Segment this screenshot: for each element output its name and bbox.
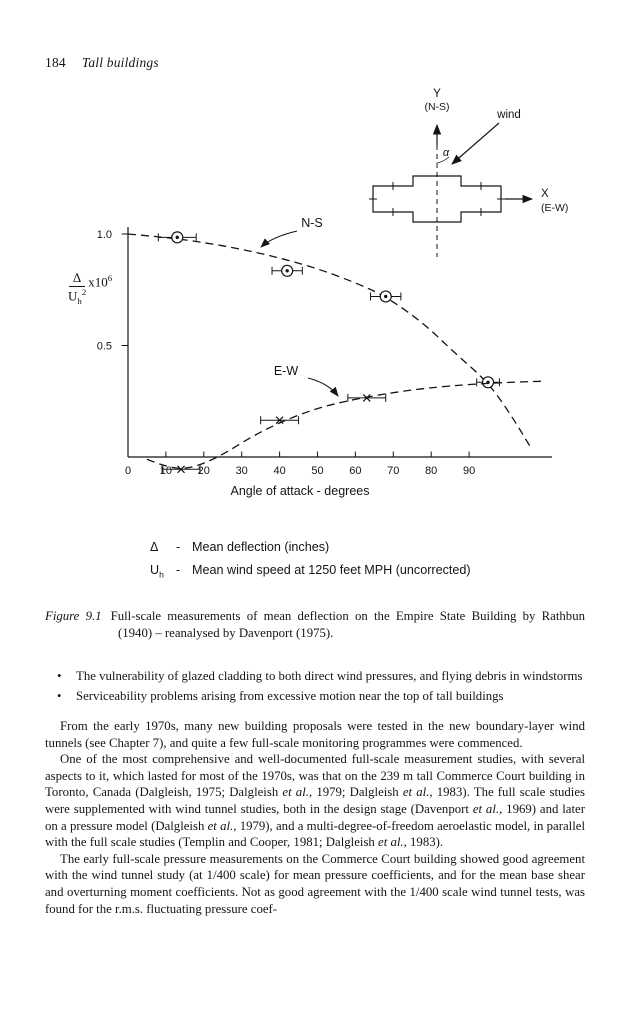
legend-dash: - — [176, 562, 181, 577]
bullet-icon: • — [57, 669, 62, 684]
data-point-dot — [384, 295, 387, 298]
ns-series-label: N-S — [301, 216, 323, 230]
data-point-dot — [285, 269, 288, 272]
series-label-arrow — [308, 378, 338, 396]
inset-x-label: X — [541, 188, 549, 200]
ew-series-label: E-W — [273, 364, 299, 378]
inset-x-sub-label: (E-W) — [541, 202, 569, 214]
bullet-list — [45, 668, 585, 704]
wind-label: wind — [497, 109, 521, 121]
legend-dash: - — [176, 540, 181, 554]
inset-diagram — [369, 88, 568, 257]
data-point-dot — [176, 236, 179, 239]
inset-y-label: Y — [433, 88, 441, 100]
bullet-icon: • — [57, 688, 62, 703]
x-axis-title: Angle of attack - degrees — [230, 484, 370, 498]
legend-symbol: $U_h$ — [150, 562, 164, 580]
y-axis-tick-label: 0.5 — [96, 340, 112, 353]
y-axis-multiplier: $x10^6$ — [88, 272, 113, 290]
alpha-label: α — [442, 147, 450, 159]
y-axis-numerator: Δ — [69, 271, 85, 287]
paragraph: One of the most comprehensive and well-documented full-scale measurement studies, with several aspects to it, which lasted for most of the 1970s, was that on the 239 m tall Commerce Court building in Toronto, Canada (Dalgleish, 1975; Dalgleish et al., 1979; Dalgleish et al., 1983). The full scale studies were supplemented with wind tunnel studies, both in the design stage (Davenport et al., 1969) and later on a pressure model (Dalgleish et al., 1979), and a multi-degree-of-freedom aeroelastic model, in parallel with the full scale studies (Templin and Cooper, 1981; Dalgleish et al., 1983). — [45, 752, 586, 850]
x-axis-tick-label: 50 — [311, 465, 324, 477]
x-axis-tick-label: 40 — [273, 465, 286, 477]
ns-curve — [128, 234, 530, 446]
y-axis-fraction — [68, 271, 86, 306]
legend-row — [150, 561, 630, 584]
page-number: 184 — [45, 55, 66, 70]
figure-symbol-legend — [150, 538, 630, 583]
paragraph: From the early 1970s, many new building proposals were tested in the new boundary-layer wind tunnels (see Chapter 7), and quite a few full-scale monitoring programmes were commenced. — [45, 719, 585, 750]
bullet-item — [45, 688, 585, 705]
bullet-text: Serviceability problems arising from excessive motion near the top of tall buildings — [76, 688, 504, 703]
wind-arrow — [452, 123, 499, 164]
running-title: Tall buildings — [81, 55, 159, 70]
x-axis-tick-label: 0 — [124, 465, 132, 477]
x-axis-tick-label: 90 — [462, 465, 476, 477]
x-axis-tick-label: 20 — [197, 465, 210, 477]
figure-caption-text: Full-scale measurements of mean deflection on the Empire State Building by Rathbun (1940) – reanalysed by Davenport (1975). — [110, 609, 585, 641]
ew-curve — [147, 381, 545, 468]
x-axis-tick-label: 80 — [425, 465, 438, 477]
bullet-text: The vulnerability of glazed cladding to both direct wind pressures, and flying debris in windstorms — [76, 669, 583, 684]
legend-text: Mean wind speed at 1250 feet MPH (uncorrected) — [192, 562, 471, 577]
figure — [0, 77, 630, 522]
x-axis-tick-label: 10 — [159, 465, 173, 477]
series-label-arrow — [261, 231, 297, 247]
figure-caption-label: Figure 9.1 — [45, 609, 102, 624]
bullet-item — [45, 668, 585, 685]
legend-symbol: Δ — [150, 540, 159, 554]
x-axis-tick-label: 60 — [349, 465, 362, 477]
paragraph: The early full-scale pressure measurements on the Commerce Court building showed good agreement with the wind tunnel study (at 1/400 scale) for mean pressure coefficients, and for the mean base shear and overturning moment coefficients. Not as good agreement with the 1/400 scale wind tunnel tests, was found for the r.m.s. fluctuating pressure coef- — [45, 851, 585, 916]
y-axis-label — [68, 271, 112, 306]
figure-caption — [45, 608, 585, 642]
legend-text: Mean deflection (inches) — [192, 540, 330, 554]
x-axis-tick-label: 70 — [387, 465, 400, 477]
inset-y-sub-label: (N-S) — [424, 101, 450, 113]
running-head — [45, 55, 585, 71]
legend-row — [150, 538, 630, 561]
body-paragraphs — [45, 718, 585, 917]
x-axis-tick-label: 30 — [235, 465, 248, 477]
y-axis-denominator: $U_h^2$ — [68, 286, 87, 306]
y-axis-tick-label: 1.0 — [96, 229, 112, 241]
